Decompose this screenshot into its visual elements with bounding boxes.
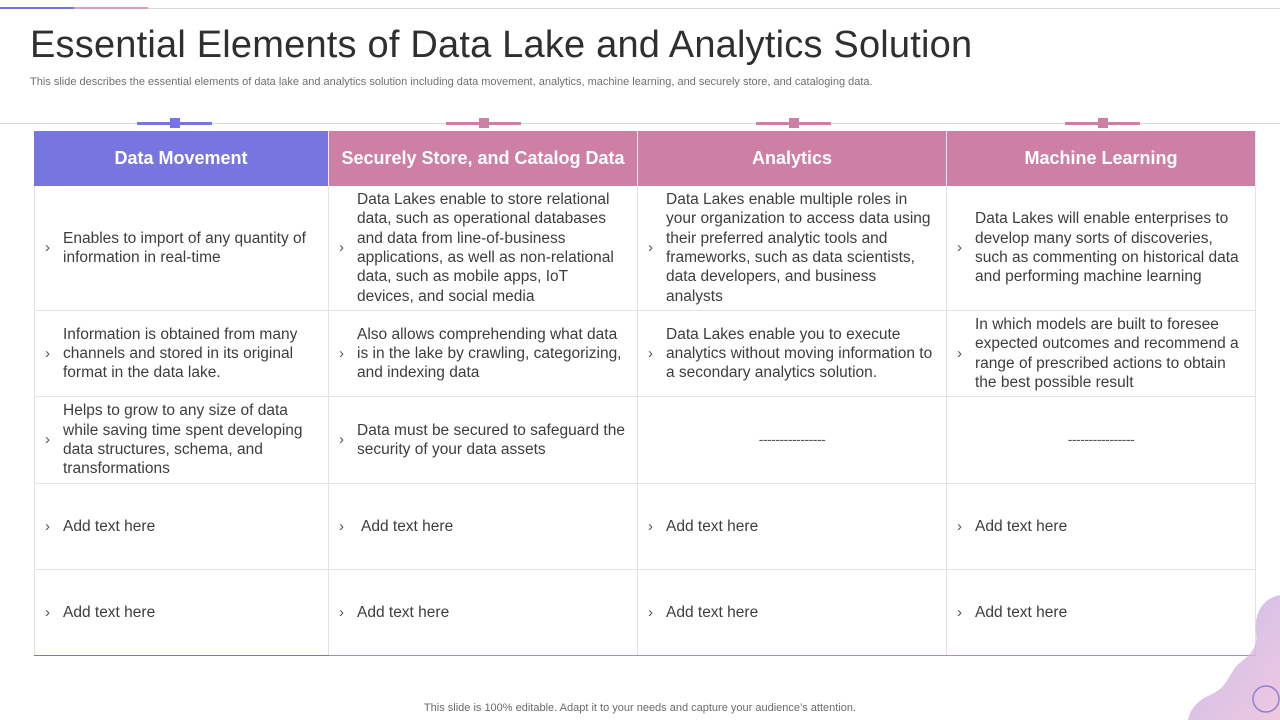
cell-text: Helps to grow to any size of data while saving time spent developing data structures, schema, and transformations xyxy=(63,402,303,478)
table-cell xyxy=(329,570,638,656)
column-header-secure-store: Securely Store, and Catalog Data xyxy=(329,131,638,186)
cell-text: Enables to import of any quantity of information in real-time xyxy=(63,229,306,266)
cell-text: Add text here xyxy=(666,604,759,622)
table-cell xyxy=(34,484,329,570)
top-accent-pink xyxy=(74,7,148,9)
table-cell xyxy=(638,570,947,656)
chevron-right-icon: › xyxy=(957,239,962,257)
cell-text: In which models are built to foresee expected outcomes and recommend a range of prescribed actions to obtain the best possible result xyxy=(975,315,1239,391)
connector-knob xyxy=(789,118,799,128)
chevron-right-icon: › xyxy=(957,344,962,362)
column-connector-2 xyxy=(446,122,521,125)
column-connector-4 xyxy=(1065,122,1140,125)
page-title: Essential Elements of Data Lake and Analytics Solution xyxy=(30,24,973,66)
chevron-right-icon: › xyxy=(648,517,653,535)
chevron-right-icon: › xyxy=(339,239,344,257)
table-cell xyxy=(947,311,1256,397)
cell-text: Data Lakes enable to store relational data, such as operational databases and data from line-of-business applications, as well as non-relational data, such as mobile apps, IoT devices, and social media xyxy=(357,191,614,305)
connector-knob xyxy=(170,118,180,128)
connector-knob xyxy=(479,118,489,128)
column-header-analytics: Analytics xyxy=(638,131,947,186)
table-cell xyxy=(34,186,329,311)
page-subtitle: This slide describes the essential elements of data lake and analytics solution including data movement, analytics, machine learning, and securely store, and cataloging data. xyxy=(30,76,873,88)
table-cell xyxy=(34,311,329,397)
cell-text: Information is obtained from many channels and stored in its original format in the data lake. xyxy=(63,325,298,382)
table-cell xyxy=(34,570,329,656)
top-accent-purple xyxy=(0,7,74,9)
cell-text: Add text here xyxy=(975,604,1068,622)
table-cell xyxy=(947,484,1256,570)
chevron-right-icon: › xyxy=(648,604,653,622)
chevron-right-icon: › xyxy=(339,517,344,535)
chevron-right-icon: › xyxy=(45,604,50,622)
chevron-right-icon: › xyxy=(339,431,344,449)
cell-text: Add text here xyxy=(975,517,1068,535)
top-rule xyxy=(148,8,1280,9)
cell-text: Data Lakes enable multiple roles in your organization to access data using their preferred analytic tools and frameworks, such as data scientists, data developers, and business analysts xyxy=(666,191,931,305)
column-connector-3 xyxy=(756,122,831,125)
chevron-right-icon: › xyxy=(957,604,962,622)
cell-text: Add text here xyxy=(63,517,156,535)
table-bottom-line-purple xyxy=(34,655,329,656)
table-cell xyxy=(947,186,1256,311)
cell-text: Data Lakes will enable enterprises to develop many sorts of discoveries, such as commenting on historical data and performing machine learning xyxy=(975,210,1239,286)
connector-knob xyxy=(1098,118,1108,128)
table-cell xyxy=(329,186,638,311)
cell-text: Add text here xyxy=(357,604,450,622)
cell-text: Add text here xyxy=(361,517,454,535)
elements-table xyxy=(34,131,1256,656)
footer-note: This slide is 100% editable. Adapt it to your needs and capture your audience’s attention. xyxy=(423,702,857,714)
chevron-right-icon: › xyxy=(648,239,653,257)
table-cell xyxy=(638,186,947,311)
cell-text: Data Lakes enable you to execute analytics without moving information to a secondary analytics solution. xyxy=(666,325,933,382)
table-cell xyxy=(329,397,638,484)
column-header-machine-learning: Machine Learning xyxy=(947,131,1256,186)
chevron-right-icon: › xyxy=(957,517,962,535)
table-cell xyxy=(638,311,947,397)
chevron-right-icon: › xyxy=(45,344,50,362)
table-cell xyxy=(329,484,638,570)
table-cell xyxy=(329,311,638,397)
cell-text: Add text here xyxy=(63,604,156,622)
table-cell xyxy=(638,484,947,570)
chevron-right-icon: › xyxy=(648,344,653,362)
chevron-right-icon: › xyxy=(45,517,50,535)
cell-text: Data must be secured to safeguard the security of your data assets xyxy=(357,421,625,458)
placeholder-dashes: ---------------- xyxy=(758,431,826,448)
cell-text: Add text here xyxy=(666,517,759,535)
table-cell-empty xyxy=(638,397,947,484)
table-bottom-line-pink xyxy=(329,655,1256,656)
chevron-right-icon: › xyxy=(339,344,344,362)
column-connector-1 xyxy=(137,122,212,125)
chevron-right-icon: › xyxy=(45,431,50,449)
table-cell xyxy=(34,397,329,484)
placeholder-dashes: ---------------- xyxy=(1067,431,1135,448)
chevron-right-icon: › xyxy=(45,239,50,257)
column-header-data-movement: Data Movement xyxy=(34,131,329,186)
cell-text: Also allows comprehending what data is in the lake by crawling, categorizing, and indexing data xyxy=(357,325,622,382)
table-cell-empty xyxy=(947,397,1256,484)
chevron-right-icon: › xyxy=(339,604,344,622)
